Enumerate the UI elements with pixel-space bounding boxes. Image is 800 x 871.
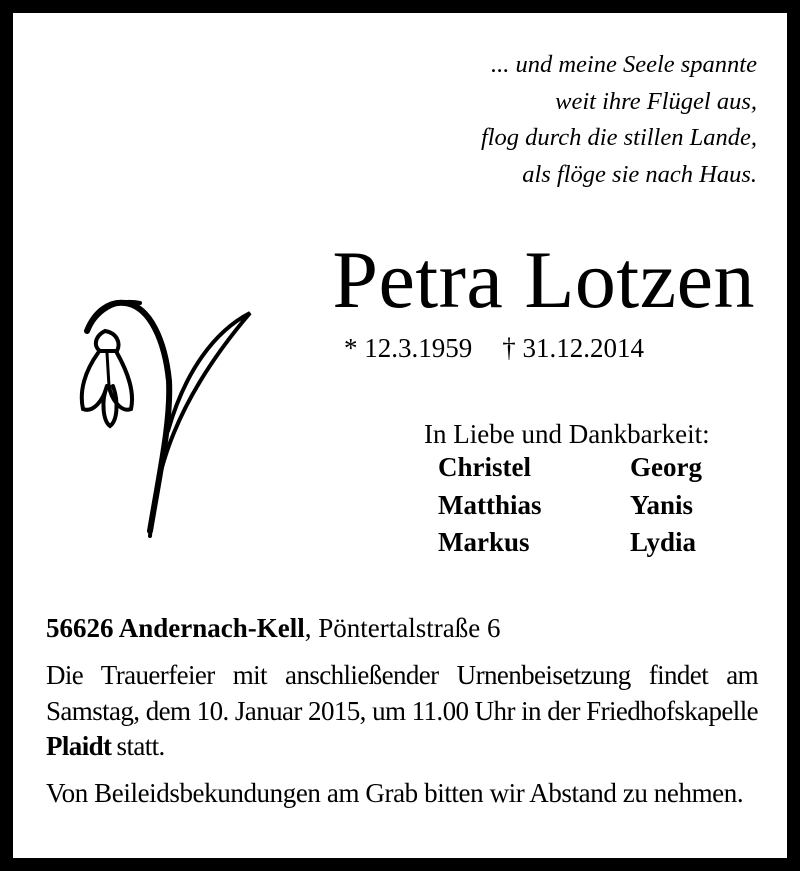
- family-member: Markus: [438, 527, 530, 557]
- condolences-note: Von Beileidsbekundungen am Grab bitten wir Abstand zu nehmen.: [46, 778, 744, 808]
- birth-date: * 12.3.1959: [344, 333, 473, 363]
- snowdrop-flower-icon: [65, 291, 255, 551]
- poem-line: als flöge sie nach Haus.: [522, 160, 757, 188]
- ceremony-info: [46, 658, 758, 765]
- family-member: Georg: [630, 452, 702, 482]
- life-dates: [344, 331, 644, 365]
- deceased-name: Petra Lotzen: [332, 234, 755, 325]
- obituary-notice: [13, 13, 787, 858]
- address-city: 56626 Andernach-Kell: [46, 613, 305, 643]
- poem-line: weit ihre Flügel aus,: [555, 87, 757, 115]
- death-date: † 31.12.2014: [502, 333, 644, 363]
- ceremony-place: Plaidt: [46, 731, 112, 761]
- family-member: Yanis: [630, 489, 694, 520]
- thanks-heading: In Liebe und Dankbarkeit:: [424, 419, 710, 449]
- poem-line: flog durch die stillen Lande,: [480, 124, 757, 151]
- poem-line: ... und meine Seele spannte: [490, 51, 757, 78]
- family-member: Christel: [438, 452, 531, 482]
- family-member: Lydia: [630, 527, 697, 557]
- ceremony-text-end: statt.: [111, 731, 165, 761]
- address-street: , Pöntertalstraße 6: [304, 613, 501, 643]
- family-members: [438, 449, 702, 562]
- ceremony-text: Die Trauerfeier mit anschließender Urnenbeisetzung findet am Samstag, dem 10. Januar 2015, um 11.00 Uhr in der Friedhofskapelle: [46, 660, 758, 726]
- family-member: Matthias: [438, 489, 542, 520]
- poem: [481, 47, 757, 193]
- address: [46, 611, 500, 645]
